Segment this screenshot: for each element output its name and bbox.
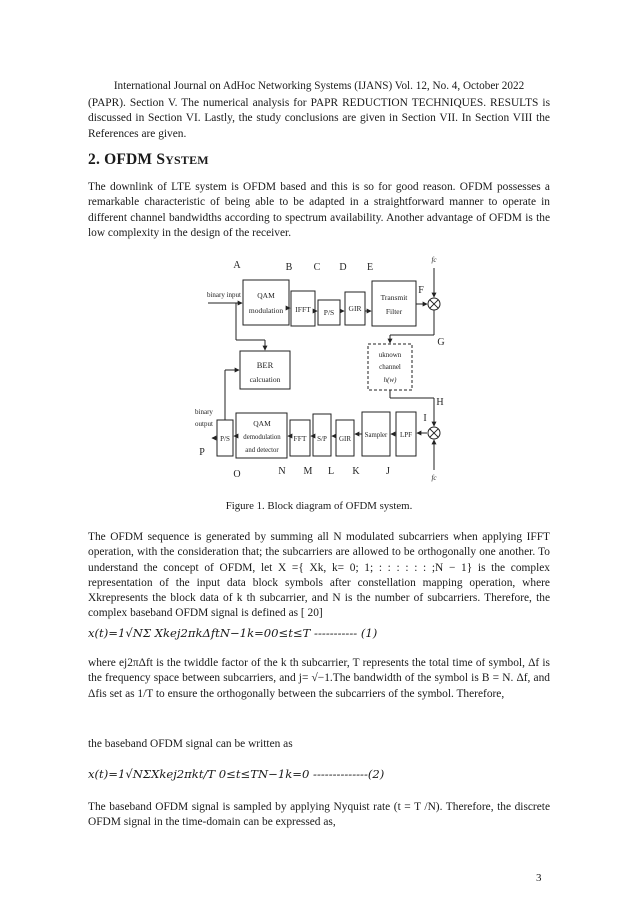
paragraph-lte-downlink: The downlink of LTE system is OFDM based and this is so for good reason. OFDM possesses a remarkable characteristic of being able to be adapted in a straightforward manner to operate in different channel bandwidths according to spectrum availability. Another advantage of OFDM is the low complexity in the design of the receiver. [88, 181, 550, 239]
label-C: C [313, 262, 321, 273]
label-D: D [339, 262, 347, 273]
label-N: N [278, 466, 286, 477]
journal-header: International Journal on AdHoc Networking Systems (IJANS) Vol. 12, No. 4, October 2022 [113, 80, 525, 92]
label-E: E [366, 262, 374, 273]
intro-paragraph: (PAPR). Section V. The numerical analysis for PAPR REDUCTION TECHNIQUES. RESULTS is discussed in Section VI. Lastly, the study conclusions are given in Section VII. In Section VIII the References are given. [88, 97, 550, 140]
ifft-label: IFFT [295, 305, 311, 314]
section-title-smallcaps: YSTEM [165, 153, 209, 167]
section-title-main: OFDM S [104, 151, 166, 168]
label-I: I [423, 413, 427, 424]
fft-label: FFT [293, 434, 307, 443]
ber-label-1: BER [256, 360, 274, 370]
ps-top-label: P/S [323, 308, 335, 317]
sp-label: S/P [317, 435, 327, 443]
channel-label-2: channel [379, 363, 401, 371]
binary-output-label-2: output [195, 420, 213, 428]
label-O: O [233, 469, 241, 480]
label-K: K [352, 466, 360, 477]
tx-filter-label-1: Transmit [380, 293, 408, 302]
label-P: P [199, 447, 205, 458]
equation-2: x(t)=1√NΣXkej2πkt/T 0≤t≤TN−1k=0 --------------(2) [88, 767, 385, 781]
fc-top-label: fc [431, 256, 437, 264]
section-number: 2. [88, 151, 101, 168]
qam-mod-label-1: QAM [257, 291, 275, 300]
label-M: M [303, 466, 313, 477]
tx-filter-label-2: Filter [385, 307, 403, 316]
label-F: F [418, 285, 424, 296]
label-B: B [285, 262, 293, 273]
paragraph-baseband-intro: the baseband OFDM signal can be written as [88, 738, 293, 750]
fc-bottom-label: fc [431, 474, 437, 482]
section-heading [88, 151, 209, 169]
label-A: A [233, 260, 241, 271]
gir-bottom-label: GIR [338, 435, 352, 443]
label-J: J [386, 466, 390, 477]
paragraph-sampling: The baseband OFDM signal is sampled by applying Nyquist rate (t = T /N). Therefore, the discrete OFDM signal in the time-domain can be expressed as, [88, 801, 550, 829]
channel-label-3: h(w) [383, 376, 397, 384]
binary-output-label-1: binary [195, 408, 213, 416]
label-H: H [436, 397, 444, 408]
label-G: G [437, 337, 445, 348]
ofdm-block-diagram [180, 245, 470, 495]
sampler-label: Sampler [364, 432, 388, 439]
binary-input-label: binary input [206, 291, 242, 299]
qam-demod-label-2: demodulation [243, 434, 281, 441]
transmit-filter-block [372, 281, 416, 326]
ber-label-2: calcuation [249, 375, 281, 384]
figure-caption: Figure 1. Block diagram of OFDM system. [225, 500, 413, 512]
paragraph-twiddle-factor: where ej2πΔft is the twiddle factor of the k th subcarrier, T represents the total time of symbol, Δf is the frequency space between subcarriers, and j= √−1.The bandwidth of the symbol is B = N. Δf, and Δfis set as 1/T to ensure the orthogonally between the subcarriers of the symbol. Therefore, [88, 657, 550, 700]
channel-label-1: uknown [378, 351, 402, 359]
paragraph-ofdm-sequence: The OFDM sequence is generated by summing all N modulated subcarriers when applying IFFT operation, with the consideration that; the subcarriers are allowed to be orthogonally one another. To understand the concept of OFDM, let X ={ Xk, k= 0; 1; : : : : : : ;N − 1} is the complex representation of the input data block symbols after constellation mapping operation, where Xkrepresents the block data of k th subcarrier, and N is the number of subcarriers. Therefore, the complex baseband OFDM signal is defined as [ 20] [88, 531, 550, 620]
lpf-label: LPF [399, 431, 413, 439]
qam-modulation-block [243, 280, 289, 325]
qam-demod-label-1: QAM [253, 419, 271, 428]
equation-1: x(t)=1√NΣ Xkej2πkΔftN−1k=00≤t≤T ----------- (1) [88, 626, 378, 640]
qam-mod-label-2: modulation [248, 306, 284, 315]
gir-top-label: GIR [348, 304, 362, 313]
qam-demod-label-3: and detector [245, 447, 279, 454]
ps-bottom-label: P/S [220, 435, 230, 443]
page-number: 3 [536, 872, 542, 884]
label-L: L [327, 466, 335, 477]
